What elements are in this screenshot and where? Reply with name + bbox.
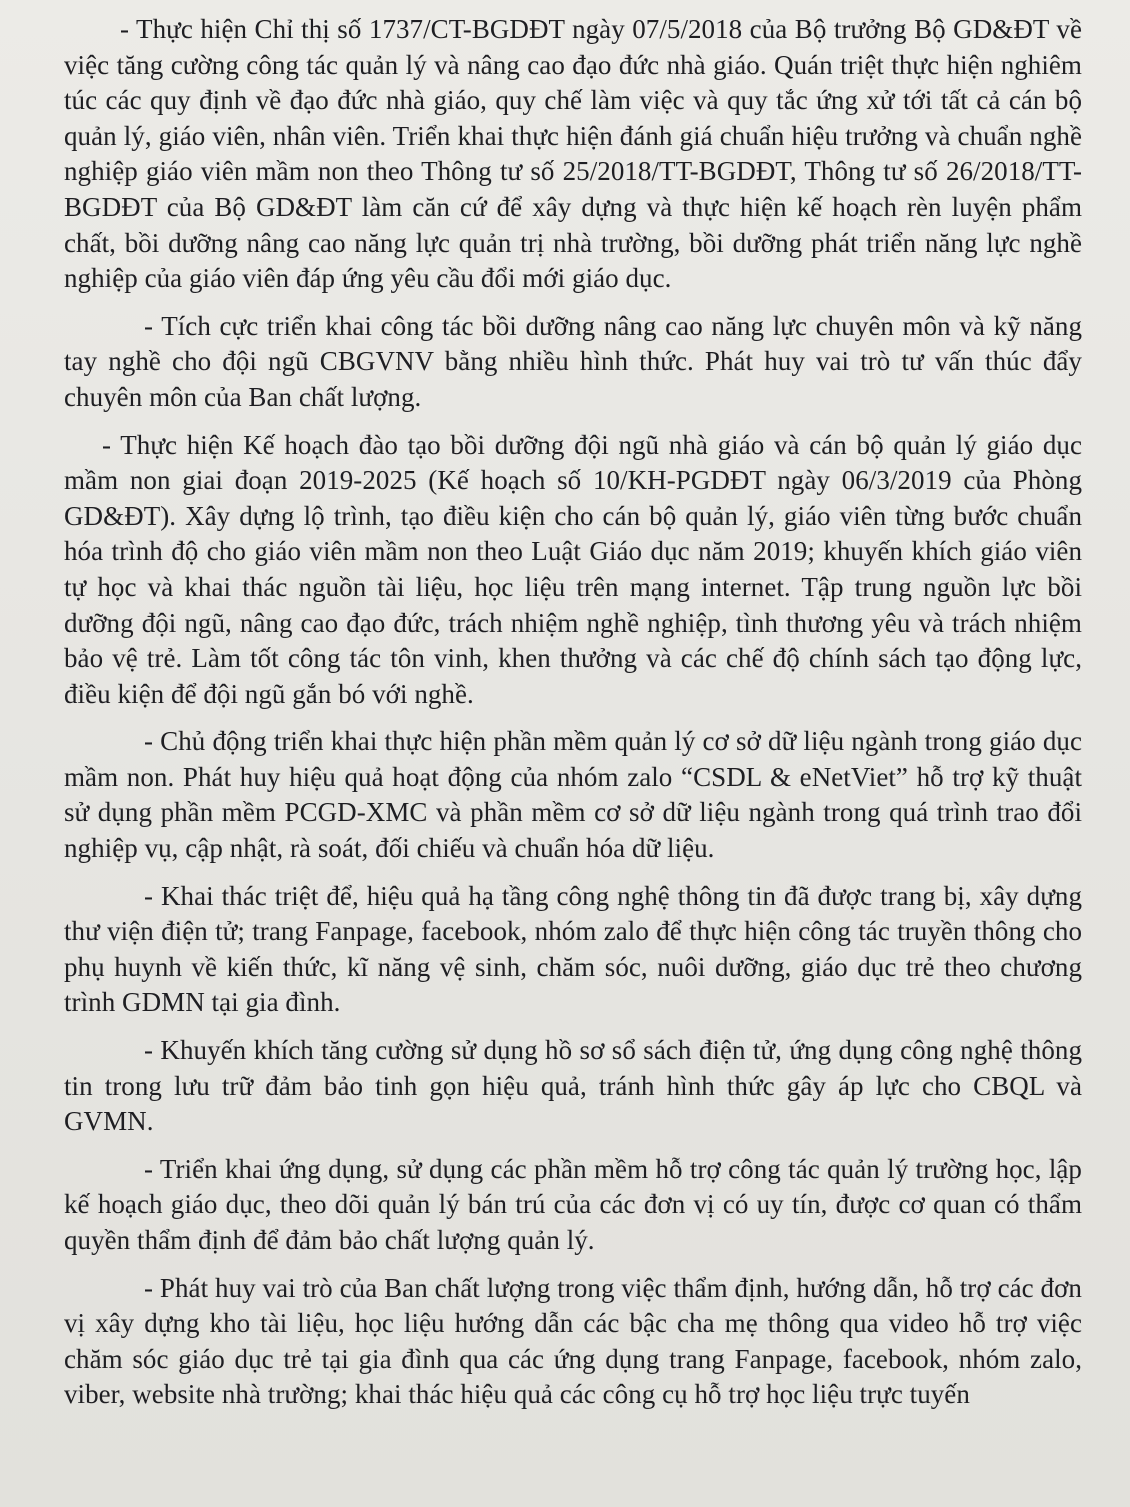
paragraph-electronic-records: - Khuyến khích tăng cường sử dụng hồ sơ sổ sách điện tử, ứng dụng công nghệ thông tin trong lưu trữ đảm bảo tinh gọn hiệu quả, tránh hình thức gây áp lực cho CBQL và GVMN.	[64, 1035, 1082, 1137]
paragraph-database-software: - Chủ động triển khai thực hiện phần mềm quản lý cơ sở dữ liệu ngành trong giáo dục mầm non. Phát huy hiệu quả hoạt động của nhóm zalo “CSDL & eNetViet” hỗ trợ kỹ thuật sử dụng phần mềm PCGD-XMC và phần mềm cơ sở dữ liệu ngành trong quá trình trao đổi nghiệp vụ, cập nhật, rà soát, đối chiếu và chuẩn hóa dữ liệu.	[64, 726, 1082, 864]
paragraph-quality-board: - Phát huy vai trò của Ban chất lượng trong việc thẩm định, hướng dẫn, hỗ trợ các đơn vị xây dựng kho tài liệu, học liệu hướng dẫn các bậc cha mẹ thông qua video hỗ trợ việc chăm sóc giáo dục trẻ tại gia đình qua các ứng dụng trang Fanpage, facebook, nhóm zalo, viber, website nhà trường; khai thác hiệu quả các công cụ hỗ trợ học liệu trực tuyến	[64, 1272, 1082, 1410]
paragraph-management-software: - Triển khai ứng dụng, sử dụng các phần mềm hỗ trợ công tác quản lý trường học, lập kế hoạch giáo dục, theo dõi quản lý bán trú của các đơn vị có uy tín, được cơ quan có thẩm quyền thẩm định để đảm bảo chất lượng quản lý.	[64, 1153, 1082, 1255]
paragraph-professional-training: - Tích cực triển khai công tác bồi dưỡng nâng cao năng lực chuyên môn và kỹ năng tay nghề cho đội ngũ CBGVNV bằng nhiều hình thức. Phát huy vai trò tư vấn thúc đẩy chuyên môn của Ban chất lượng.	[64, 310, 1082, 412]
paragraph-directive-1737: - Thực hiện Chỉ thị số 1737/CT-BGDĐT ngày 07/5/2018 của Bộ trưởng Bộ GD&ĐT về việc tăng cường công tác quản lý và nâng cao đạo đức nhà giáo. Quán triệt thực hiện nghiêm túc các quy định về đạo đức nhà giáo, quy chế làm việc và quy tắc ứng xử tới tất cả cán bộ quản lý, giáo viên, nhân viên. Triển khai thực hiện đánh giá chuẩn hiệu trưởng và chuẩn nghề nghiệp giáo viên mầm non theo Thông tư số 25/2018/TT-BGDĐT, Thông tư số 26/2018/TT-BGDĐT của Bộ GD&ĐT làm căn cứ để xây dựng và thực hiện kế hoạch rèn luyện phẩm chất, bồi dưỡng nâng cao năng lực quản trị nhà trường, bồi dưỡng phát triển năng lực nghề nghiệp của giáo viên đáp ứng yêu cầu đổi mới giáo dục.	[64, 14, 1082, 294]
paragraph-training-plan-2019-2025: - Thực hiện Kế hoạch đào tạo bồi dưỡng đội ngũ nhà giáo và cán bộ quản lý giáo dục mầm non giai đoạn 2019-2025 (Kế hoạch số 10/KH-PGDĐT ngày 06/3/2019 của Phòng GD&ĐT). Xây dựng lộ trình, tạo điều kiện cho cán bộ quản lý, giáo viên từng bước chuẩn hóa trình độ cho giáo viên mầm non theo Luật Giáo dục năm 2019; khuyến khích giáo viên tự học và khai thác nguồn tài liệu, học liệu trên mạng internet. Tập trung nguồn lực bồi dưỡng đội ngũ, nâng cao đạo đức, trách nhiệm nghề nghiệp, tình thương yêu và trách nhiệm bảo vệ trẻ. Làm tốt công tác tôn vinh, khen thưởng và các chế độ chính sách tạo động lực, điều kiện để đội ngũ gắn bó với nghề.	[64, 429, 1082, 709]
paragraph-it-infrastructure: - Khai thác triệt để, hiệu quả hạ tầng công nghệ thông tin đã được trang bị, xây dựng thư viện điện tử; trang Fanpage, facebook, nhóm zalo để thực hiện công tác truyền thông cho phụ huynh về kiến thức, kĩ năng vệ sinh, chăm sóc, nuôi dưỡng, giáo dục trẻ theo chương trình GDMN tại gia đình.	[64, 880, 1082, 1018]
